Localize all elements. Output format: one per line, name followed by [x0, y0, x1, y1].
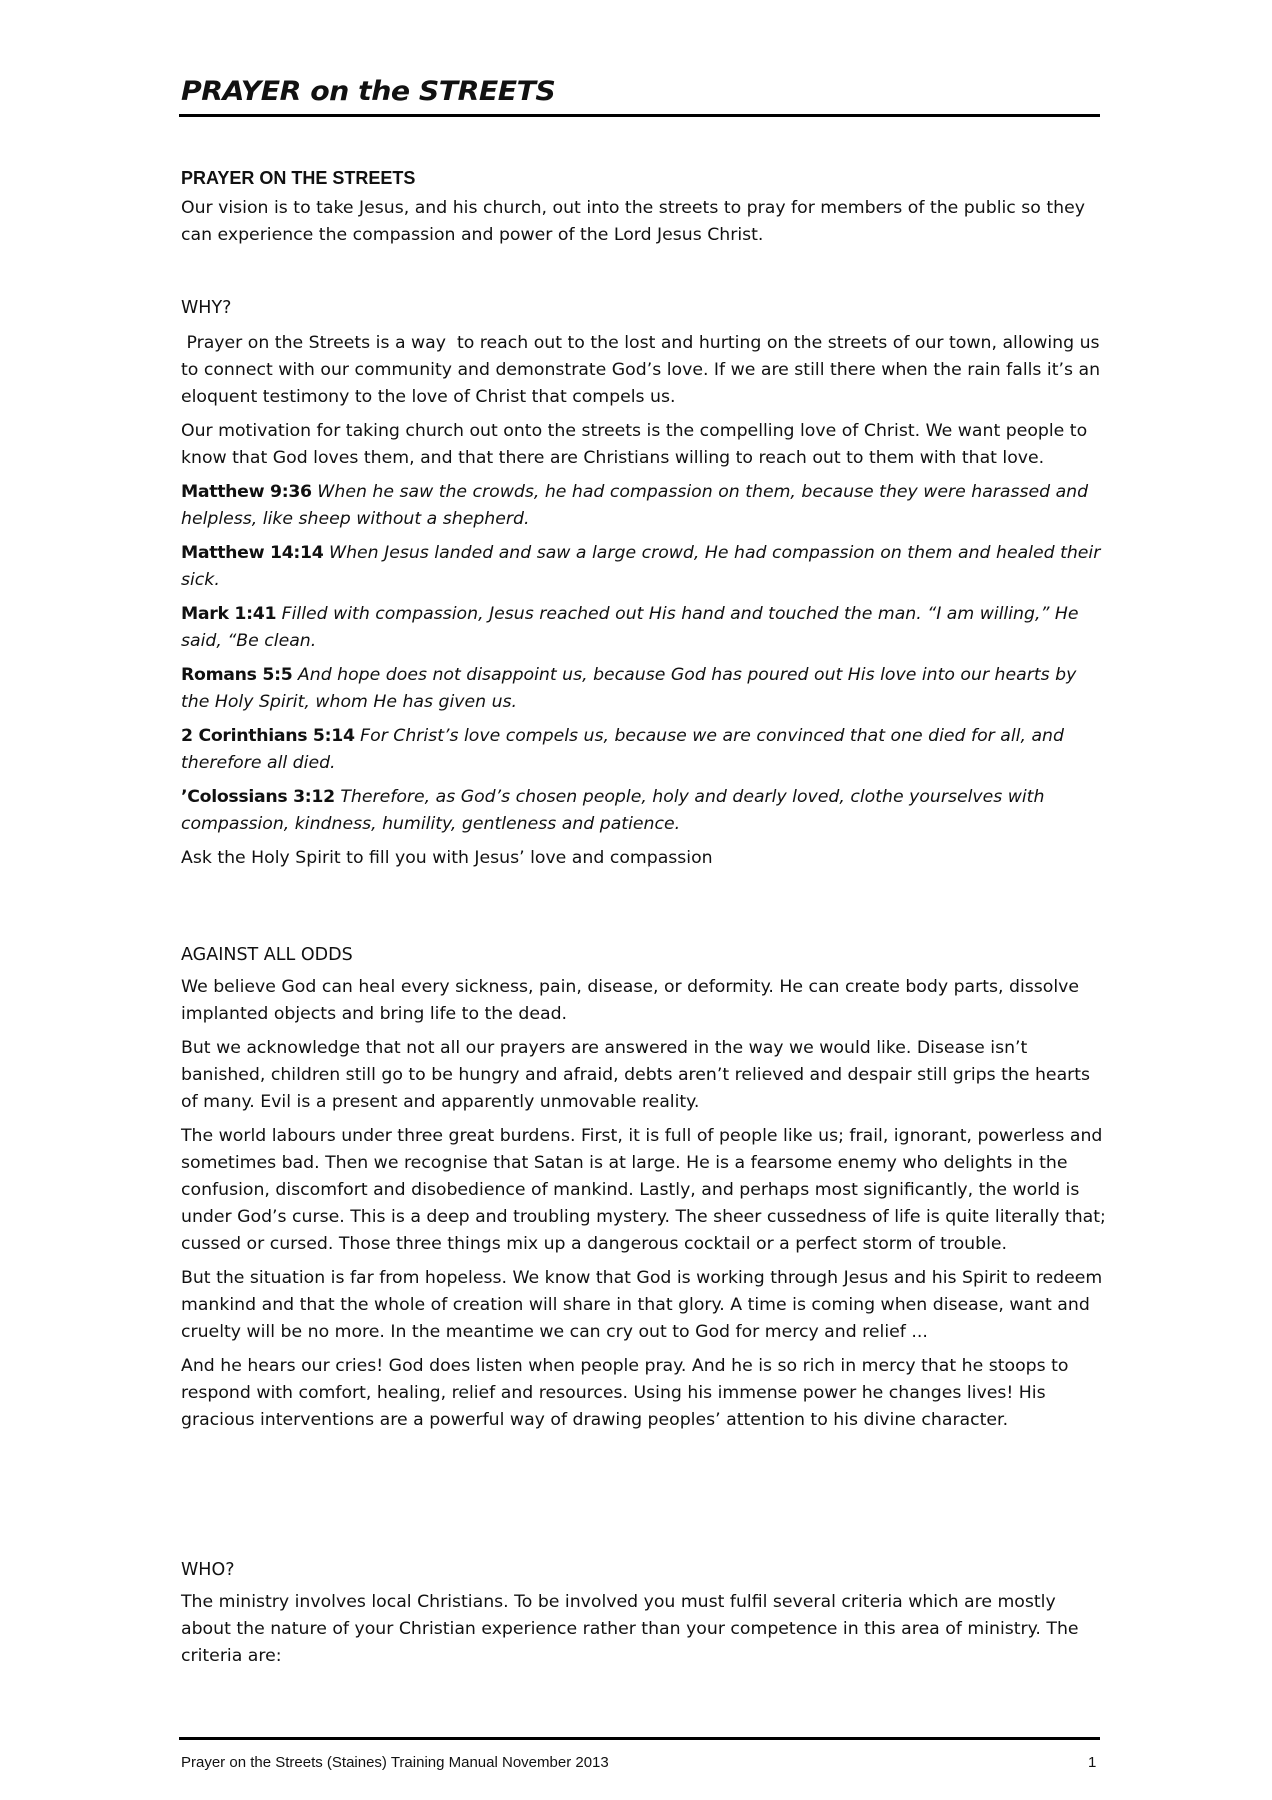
paragraph: Our vision is to take Jesus, and his church, out into the streets to pray for members of the public so they can experience the compassion and power of the Lord Jesus Christ. — [181, 198, 1085, 245]
paragraph: The world labours under three great burdens. First, it is full of people like us; frail, ignorant, powerless and sometimes bad. Then we recognise that Satan is at large. He is a fearsome enemy who delights in the confusion, discomfort and disobedience of mankind. Lastly, and perhaps most significantly, the world is under God’s curse. This is a deep and troubling mystery. The sheer cussedness of life is quite literally that; cussed or cursed. Those three things mix up a dangerous cocktail or a perfect storm of trouble. — [181, 1126, 1106, 1254]
section-intro — [181, 165, 1106, 256]
section-heading: WHY? — [181, 298, 232, 318]
verse-text: Therefore, as God’s chosen people, holy and dearly loved, clothe yourselves with compassion, kindness, humility, gentleness and patience. — [181, 787, 1045, 834]
verse-ref: Mark 1:41 — [181, 604, 277, 624]
verse-ref: Matthew 14:14 — [181, 543, 324, 563]
footer-text: Prayer on the Streets (Staines) Training Manual November 2013 — [181, 1754, 609, 1771]
section-heading: AGAINST ALL ODDS — [181, 945, 353, 965]
verse — [181, 784, 1106, 838]
page-number: 1 — [1088, 1754, 1097, 1771]
paragraph: Our motivation for taking church out onto the streets is the compelling love of Christ. We want people to know that God loves them, and that there are Christians willing to reach out to them with that love. — [181, 421, 1088, 468]
verse — [181, 479, 1106, 533]
verse — [181, 601, 1106, 655]
section-heading: WHO? — [181, 1560, 235, 1580]
verse-text: When Jesus landed and saw a large crowd, He had compassion on them and healed their sick. — [181, 543, 1101, 590]
paragraph: The ministry involves local Christians. To be involved you must fulfil several criteria which are mostly about the nature of your Christian experience rather than your competence in this area of ministry. The criteria are: — [181, 1592, 1079, 1666]
verse-text: For Christ’s love compels us, because we are convinced that one died for all, and therefore all died. — [181, 726, 1064, 773]
section-who — [181, 1557, 1106, 1677]
section-why — [181, 295, 1106, 879]
paragraph: We believe God can heal every sickness, pain, disease, or deformity. He can create body parts, dissolve implanted objects and bring life to the dead. — [181, 977, 1080, 1024]
verse — [181, 662, 1106, 716]
header-rule — [179, 114, 1100, 117]
paragraph: Prayer on the Streets is a way to reach out to the lost and hurting on the streets of our town, allowing us to connect with our community and demonstrate God’s love. If we are still there when the rain falls it’s an eloquent testimony to the love of Christ that compels us. — [181, 333, 1106, 407]
page-header-title: PRAYER on the STREETS — [181, 76, 556, 107]
verse-ref: ’Colossians 3:12 — [181, 787, 335, 807]
verse-ref: Romans 5:5 — [181, 665, 293, 685]
verse — [181, 723, 1106, 777]
verse-text: When he saw the crowds, he had compassion on them, because they were harassed and helpless, like sheep without a shepherd. — [181, 482, 1089, 529]
paragraph: Ask the Holy Spirit to fill you with Jesus’ love and compassion — [181, 848, 713, 868]
paragraph: And he hears our cries! God does listen when people pray. And he is so rich in mercy that he stoops to respond with comfort, healing, relief and resources. Using his immense power he changes lives! His gracious interventions are a powerful way of drawing peoples’ attention to his divine character. — [181, 1356, 1069, 1430]
verse-text: Filled with compassion, Jesus reached out His hand and touched the man. “I am willing,” He said, “Be clean. — [181, 604, 1079, 651]
section-against-all-odds — [181, 942, 1106, 1441]
paragraph: But the situation is far from hopeless. We know that God is working through Jesus and his Spirit to redeem mankind and that the whole of creation will share in that glory. A time is coming when disease, want and cruelty will be no more. In the meantime we can cry out to God for mercy and relief ... — [181, 1268, 1103, 1342]
verse — [181, 540, 1106, 594]
verse-ref: 2 Corinthians 5:14 — [181, 726, 355, 746]
section-heading: PRAYER ON THE STREETS — [181, 168, 416, 188]
verse-text: And hope does not disappoint us, because God has poured out His love into our hearts by the Holy Spirit, whom He has given us. — [181, 665, 1077, 712]
verse-ref: Matthew 9:36 — [181, 482, 312, 502]
paragraph: But we acknowledge that not all our prayers are answered in the way we would like. Disease isn’t banished, children still go to be hungry and afraid, debts aren’t relieved and despair still grips the hearts of many. Evil is a present and apparently unmovable reality. — [181, 1038, 1091, 1112]
footer-rule — [179, 1737, 1100, 1740]
